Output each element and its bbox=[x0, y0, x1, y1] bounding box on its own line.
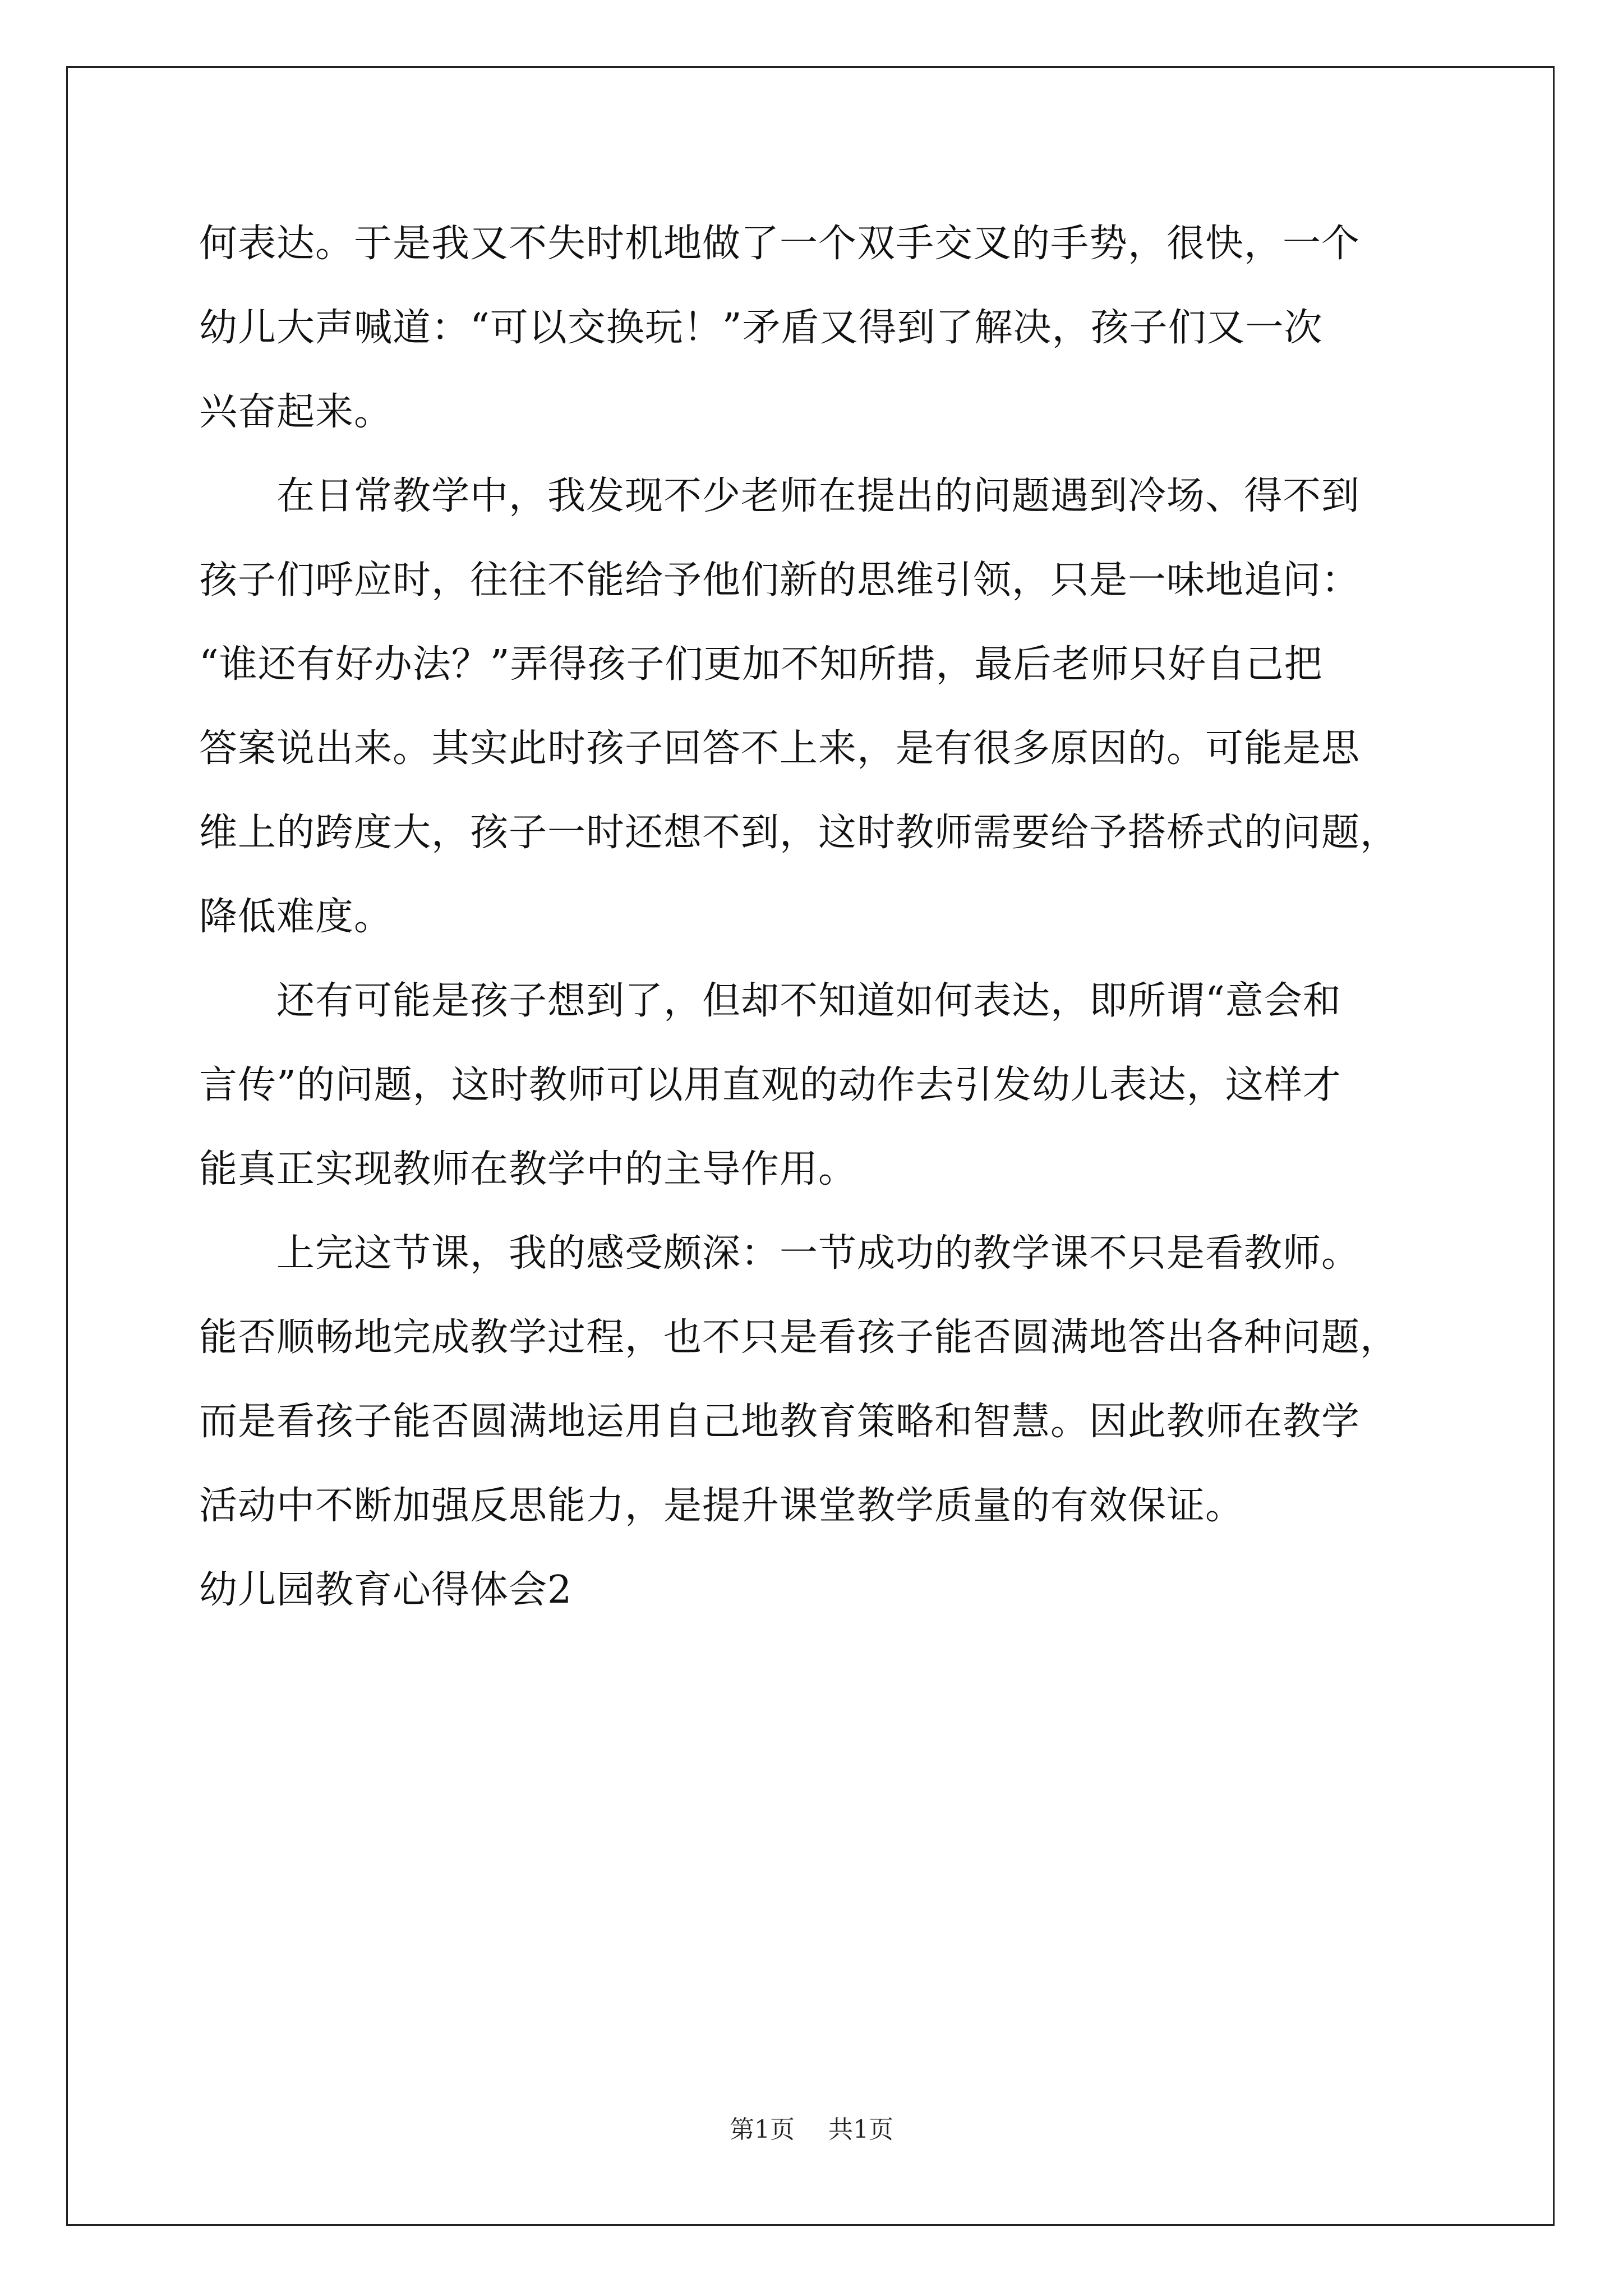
page-total: 共1页 bbox=[828, 2115, 893, 2144]
text-line: 答案说出来。其实此时孩子回答不上来，是有很多原因的。可能是思 bbox=[199, 726, 1361, 771]
page-number: 第1页 bbox=[730, 2115, 795, 2144]
text-line: 上完这节课，我的感受颇深：一节成功的教学课不只是看教师。 bbox=[199, 1231, 1361, 1276]
text-line: 而是看孩子能否圆满地运用自己地教育策略和智慧。因此教师在教学 bbox=[199, 1400, 1361, 1444]
text-line: 何表达。于是我又不失时机地做了一个双手交叉的手势，很快，一个 bbox=[199, 222, 1361, 266]
text-line: 能否顺畅地完成教学过程，也不只是看孩子能否圆满地答出各种问题， bbox=[199, 1315, 1399, 1360]
text-line: “谁还有好办法？”弄得孩子们更加不知所措，最后老师只好自己把 bbox=[199, 642, 1323, 687]
text-line: 兴奋起来。 bbox=[199, 390, 393, 434]
text-line: 维上的跨度大，孩子一时还想不到，这时教师需要给予搭桥式的问题， bbox=[199, 811, 1399, 855]
text-line: 幼儿大声喊道：“可以交换玩！”矛盾又得到了解决，孩子们又一次 bbox=[199, 306, 1323, 350]
text-line: 降低难度。 bbox=[199, 895, 393, 939]
text-line: 能真正实现教师在教学中的主导作用。 bbox=[199, 1147, 857, 1191]
text-line: 活动中不断加强反思能力，是提升课堂教学质量的有效保证。 bbox=[199, 1484, 1244, 1528]
text-line: 还有可能是孩子想到了，但却不知道如何表达，即所谓“意会和 bbox=[199, 979, 1341, 1023]
text-line: 言传”的问题，这时教师可以用直观的动作去引发幼儿表达，这样才 bbox=[199, 1063, 1341, 1107]
text-line: 在日常教学中，我发现不少老师在提出的问题遇到冷场、得不到 bbox=[199, 474, 1361, 518]
text-line: 孩子们呼应时，往往不能给予他们新的思维引领，只是一味地追问： bbox=[199, 558, 1361, 602]
document-body bbox=[199, 210, 1427, 1641]
page-footer bbox=[0, 2109, 1623, 2145]
section-heading: 幼儿园教育心得体会2 bbox=[199, 1568, 573, 1612]
